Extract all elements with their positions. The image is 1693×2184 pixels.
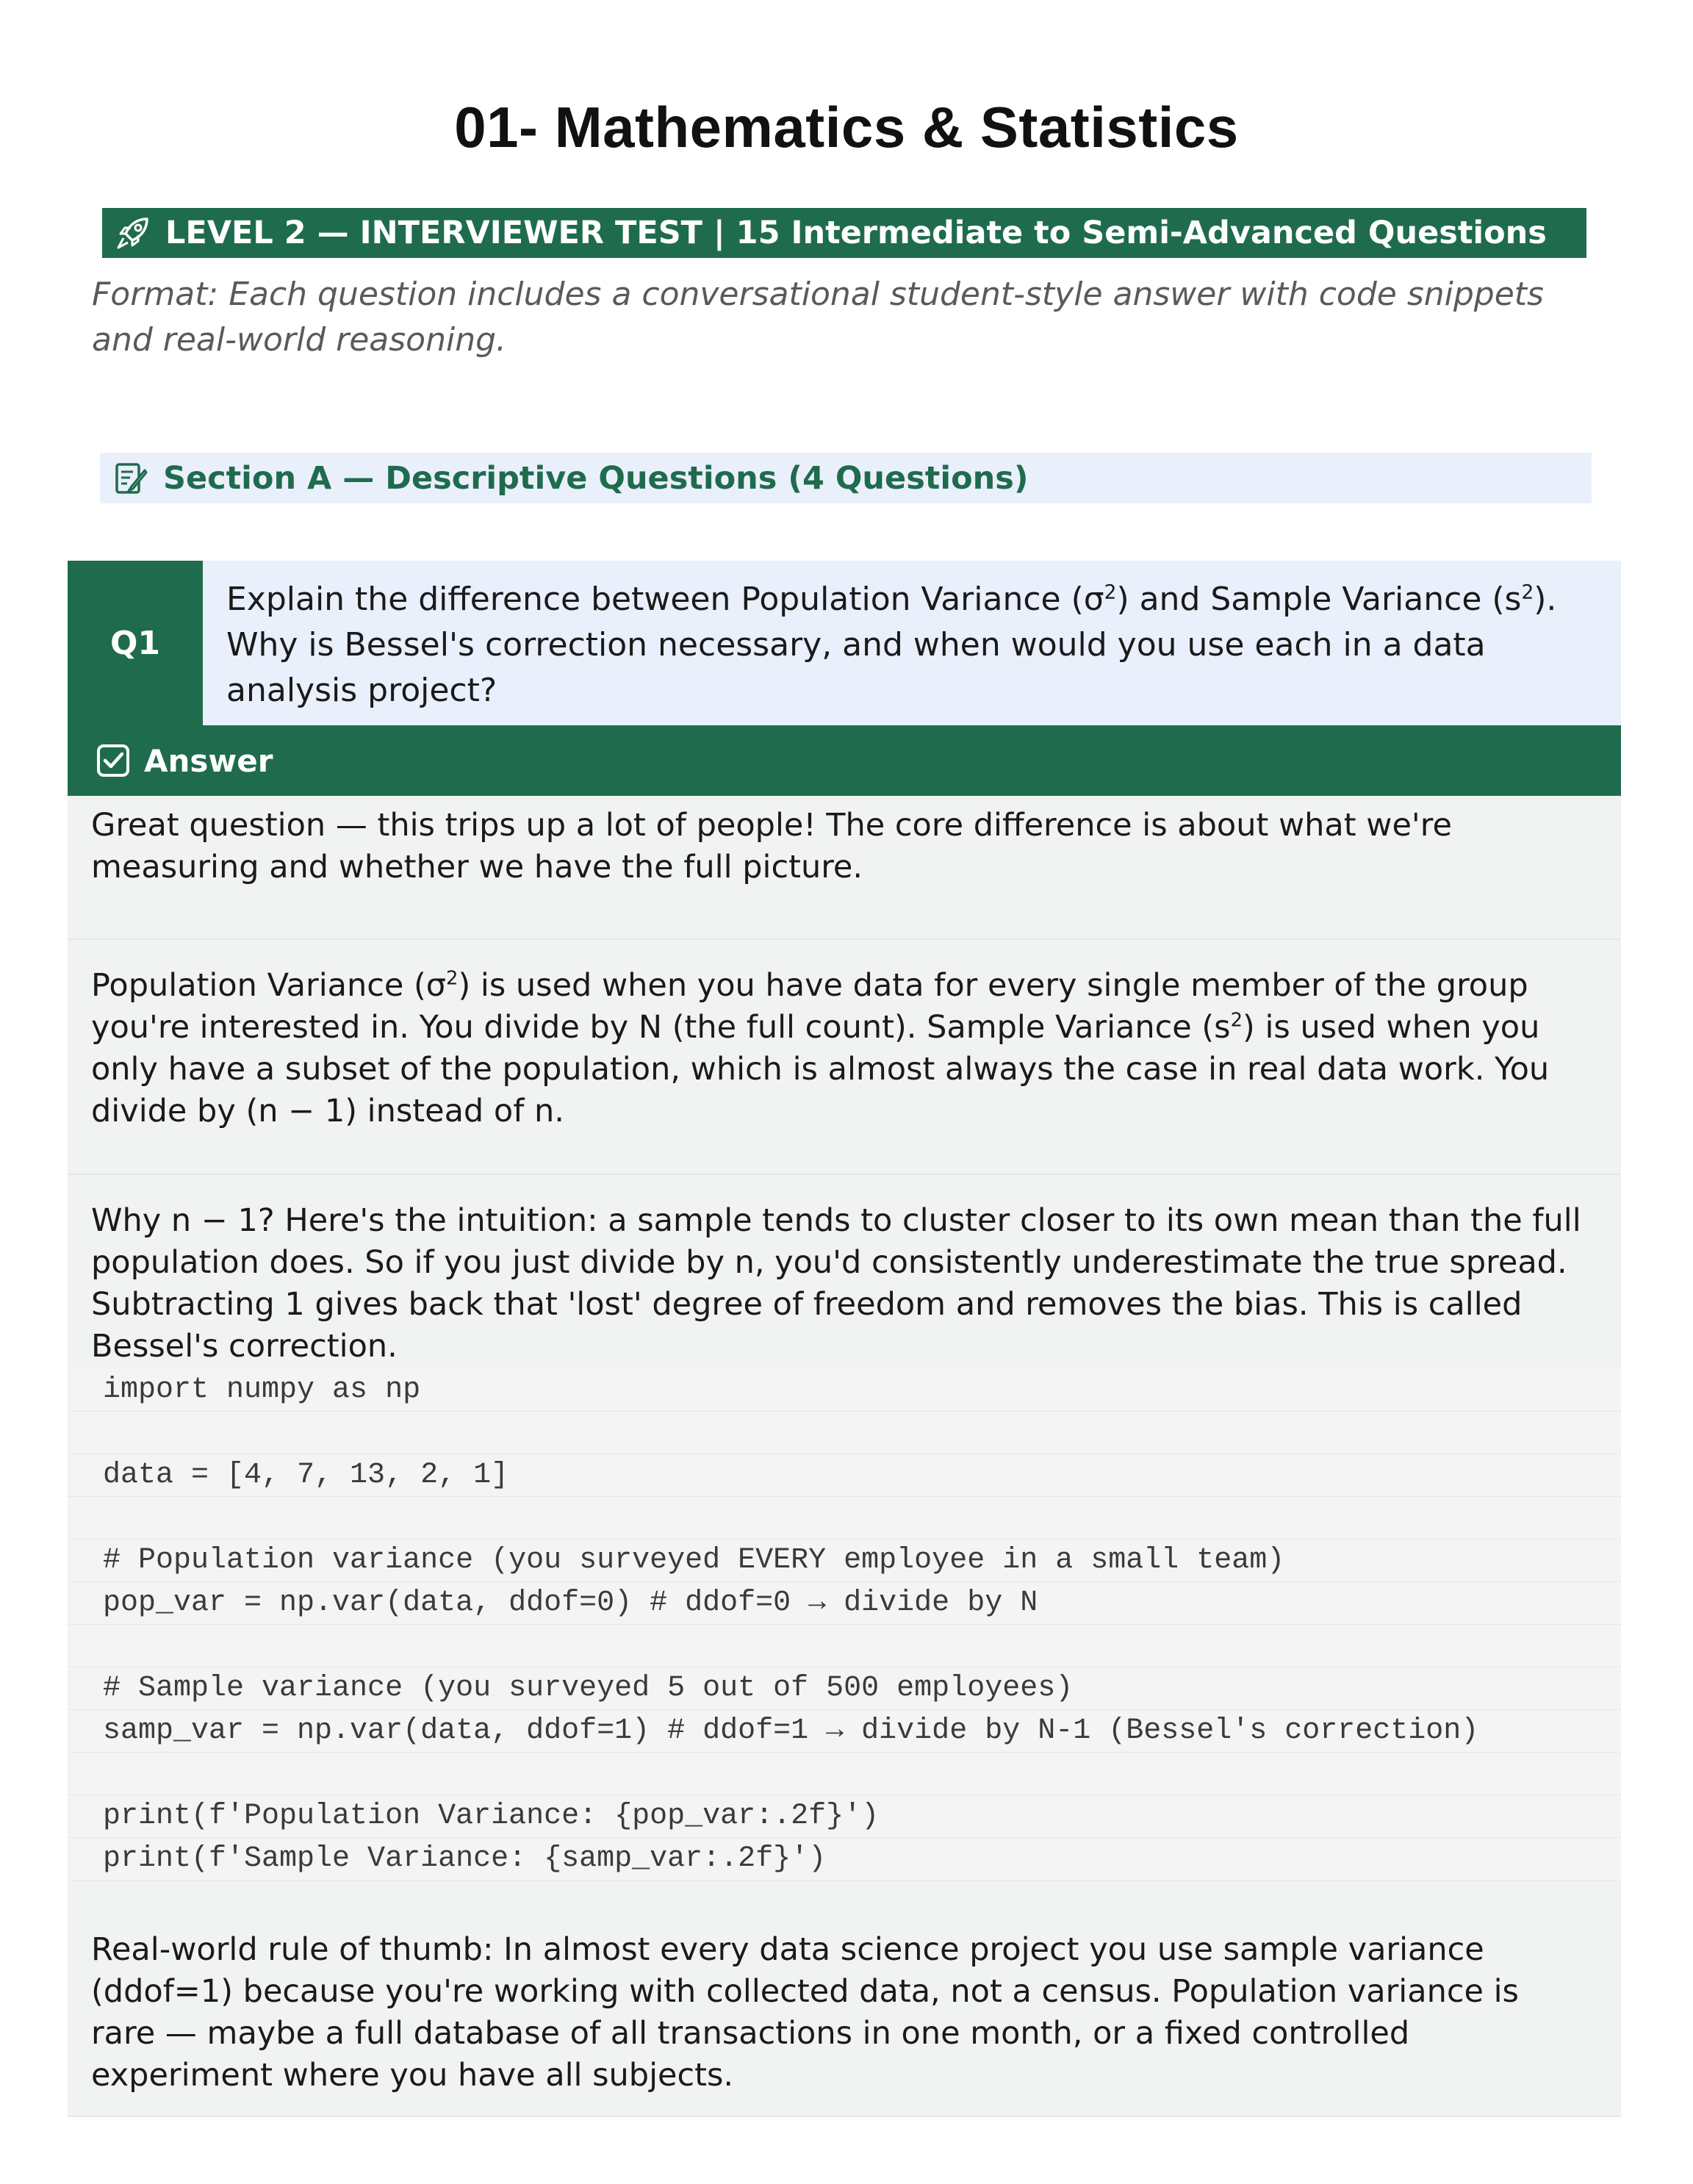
answer-paragraph: Great question — this trips up a lot of people! The core difference is about what we're measuring and whether we have the full picture. (68, 796, 1621, 940)
code-line: pop_var = np.var(data, ddof=0) # ddof=0 → divide by N (68, 1582, 1621, 1625)
code-line: import numpy as np (68, 1369, 1621, 1412)
code-line: samp_var = np.var(data, ddof=1) # ddof=1 → divide by N-1 (Bessel's correction) (68, 1710, 1621, 1753)
code-line (68, 1497, 1621, 1540)
code-line (68, 1412, 1621, 1454)
answer-header (68, 725, 1621, 796)
rocket-icon (111, 211, 155, 255)
page-title: 01- Mathematics & Statistics (454, 95, 1239, 159)
checkbox-icon (93, 740, 134, 781)
code-line: print(f'Sample Variance: {samp_var:.2f}') (68, 1838, 1621, 1881)
answer-body (68, 796, 1621, 2117)
answer-label: Answer (144, 742, 273, 779)
format-note: Format: Each question includes a conversational student-style answer with code snippets and real-world reasoning. (92, 276, 1544, 359)
answer-paragraph: Real-world rule of thumb: In almost every data science project you use sample variance (ddof=1) because you're working with collected data, not a census. Population variance is rare — maybe a full database of all transactions in one month, or a fixed controlled experiment where you have all subjects. (68, 1881, 1621, 2117)
code-line: print(f'Population Variance: {pop_var:.2f}') (68, 1795, 1621, 1838)
code-line: data = [4, 7, 13, 2, 1] (68, 1454, 1621, 1497)
question-header (68, 561, 1621, 725)
answer-paragraph: Why n − 1? Here's the intuition: a sample tends to cluster closer to its own mean than the full population does. So if you just divide by n, you'd consistently underestimate the true spread. Subtracting 1 gives back that 'lost' degree of freedom and removes the bias. This is called Bessel's correction. (91, 1202, 1581, 1365)
section-title: Section A — Descriptive Questions (4 Questions) (163, 459, 1029, 497)
section-header (100, 453, 1592, 503)
code-line (68, 1753, 1621, 1795)
notepad-icon (110, 458, 151, 499)
code-line (68, 1625, 1621, 1667)
question-number: Q1 (68, 561, 203, 725)
code-block (68, 1369, 1621, 1881)
question-card (68, 561, 1621, 2117)
answer-paragraph: Population Variance $(\sigma^2)$ is used when you have data for every single member of the group you're interested in. You divide by N (the full count). Sample Variance $(s^2)$ is used when you only have a subset of the population, which is almost always the case in real data work. You divide by (n − 1) instead of n. (68, 940, 1621, 1175)
code-line: # Population variance (you surveyed EVERY employee in a small team) (68, 1540, 1621, 1582)
question-text: Explain the difference between Population Variance $(\sigma^2)$ and Sample Variance $(s^2)$. Why is Bessel's correction necessary, and when would you use each in a data analysis project? (203, 561, 1621, 725)
level-banner-text: LEVEL 2 — INTERVIEWER TEST | 15 Intermediate to Semi-Advanced Questions (165, 215, 1547, 251)
level-banner (102, 208, 1586, 258)
code-line: # Sample variance (you surveyed 5 out of 500 employees) (68, 1667, 1621, 1710)
